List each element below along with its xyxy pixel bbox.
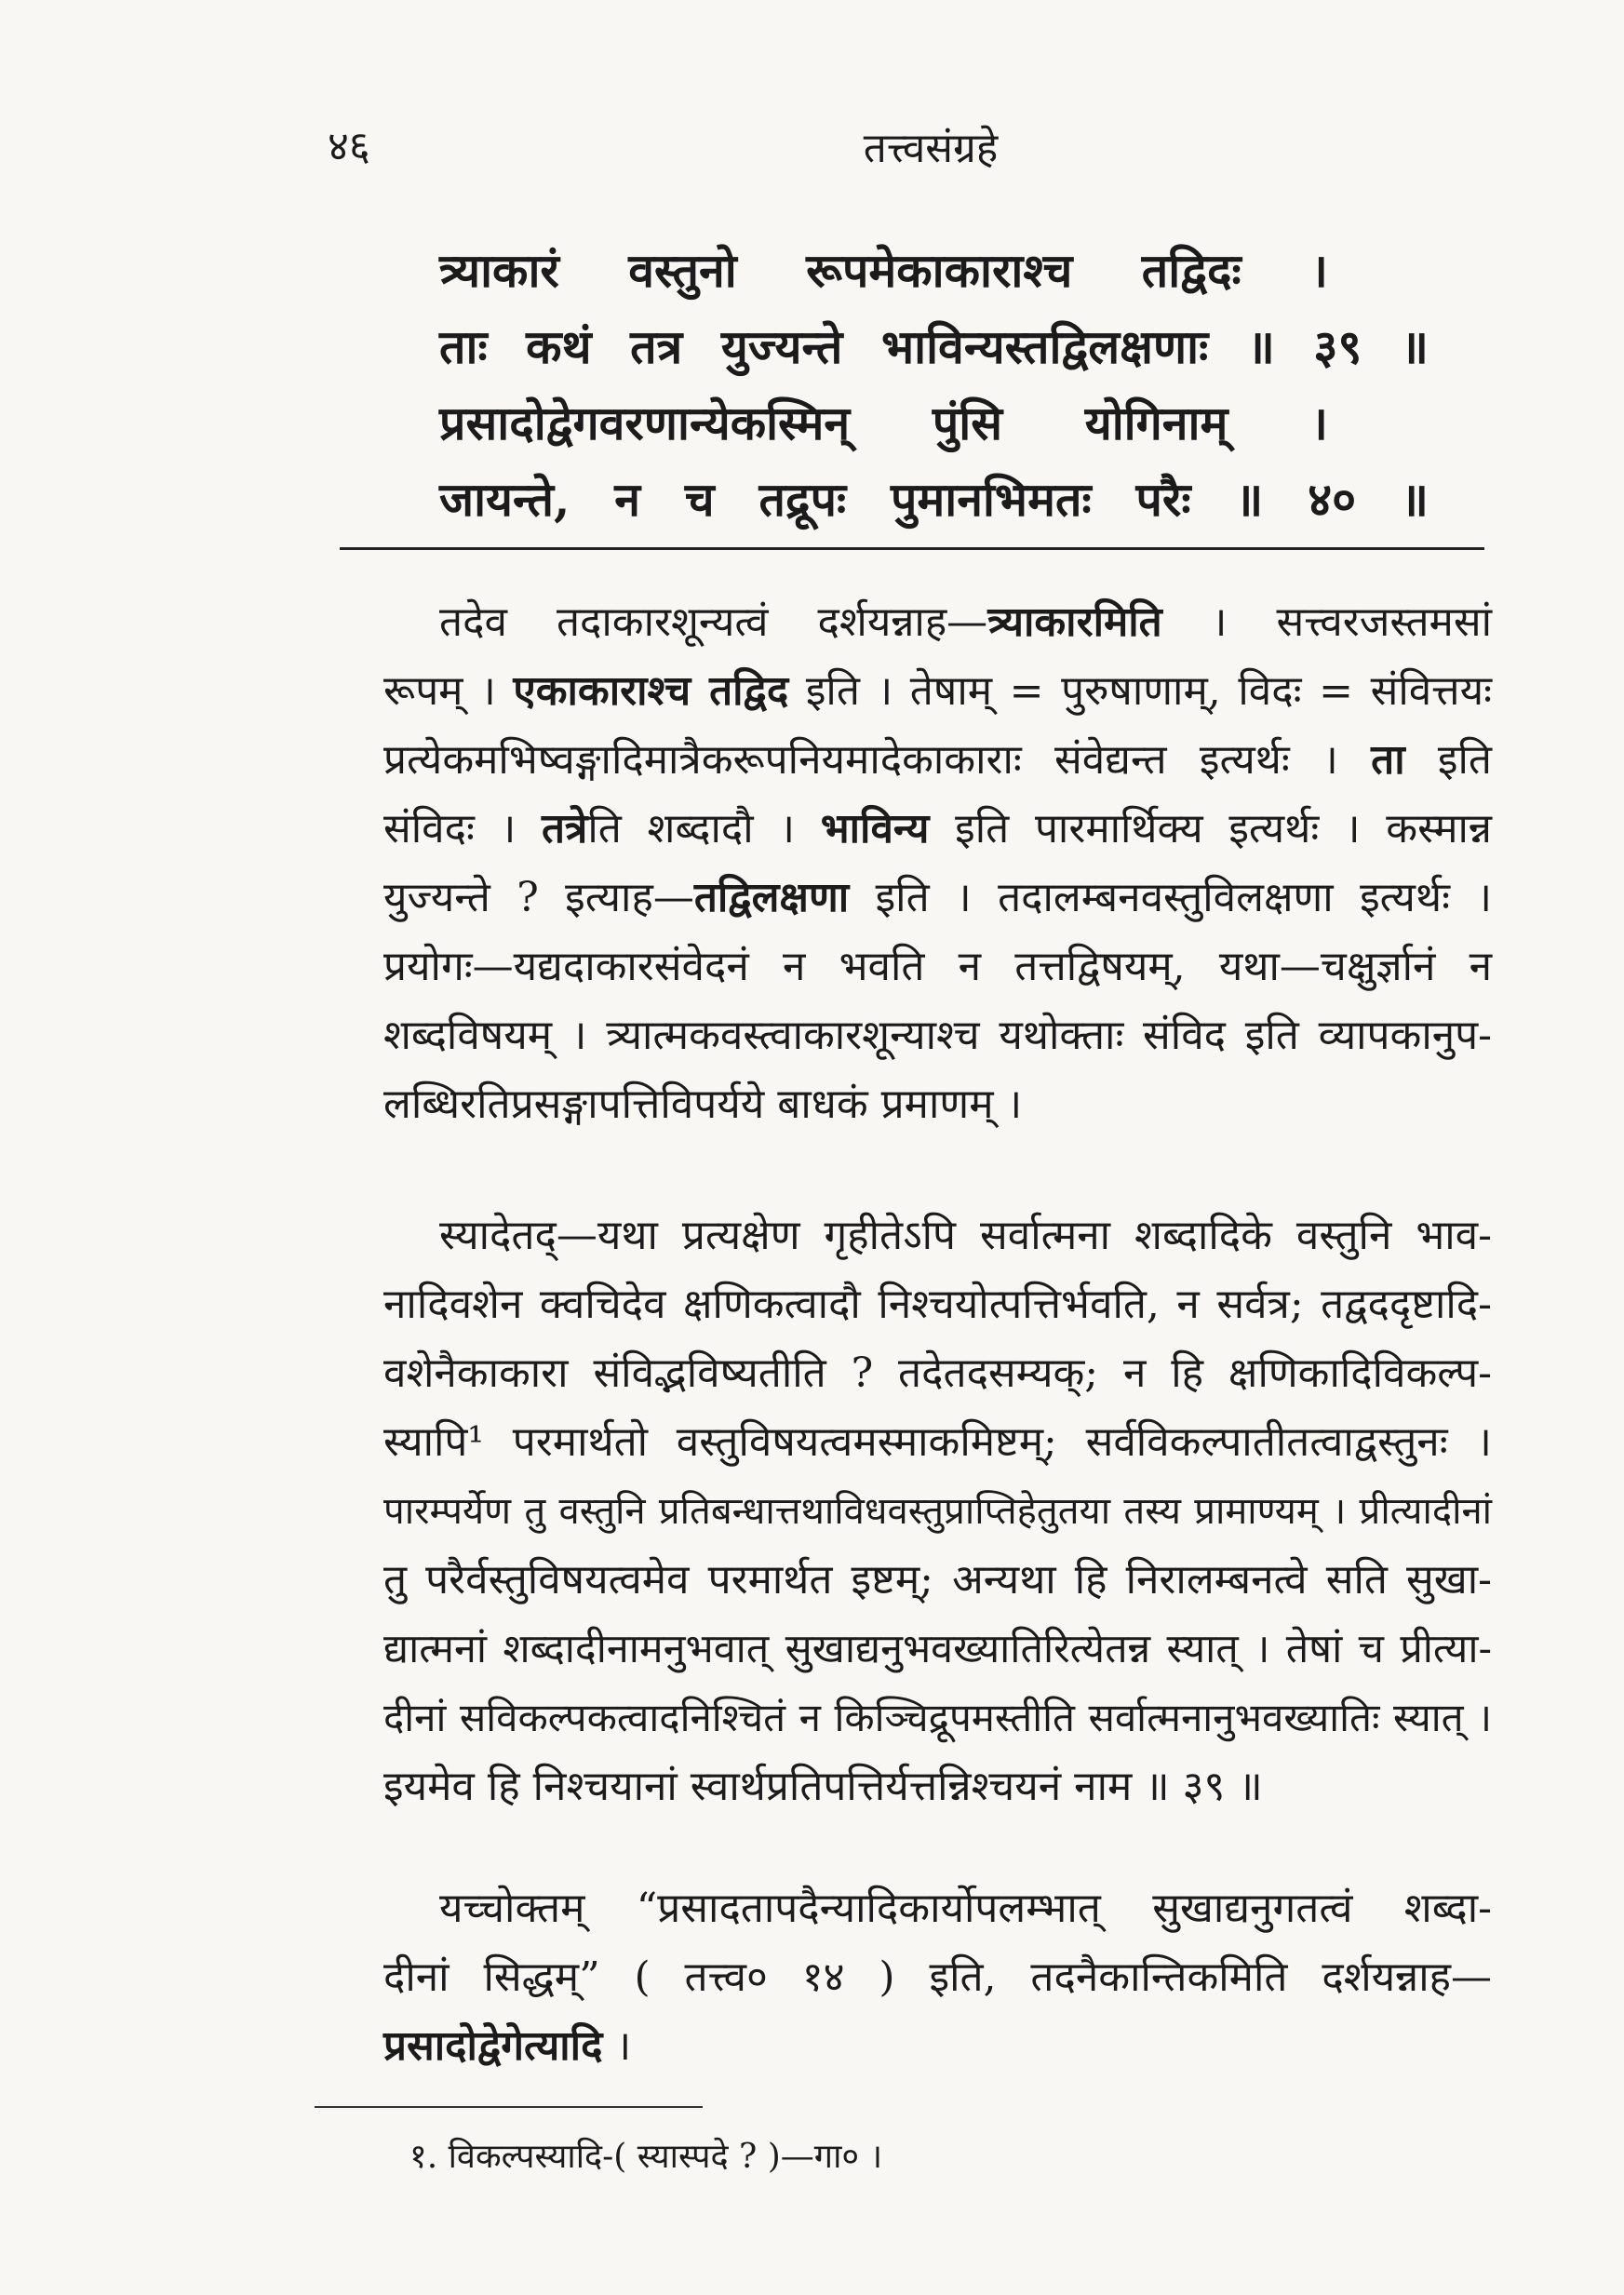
commentary-line: [383, 1615, 1492, 1684]
text-segment: रूपम् ।: [383, 667, 514, 715]
text-segment: द्यात्मनां शब्दादीनामनुभवात् सुखाद्यनुभवख्यातिरित्येतन्न स्यात् । तेषां च प्रीत्या-: [383, 1626, 1492, 1672]
commentary-line: [383, 933, 1492, 1001]
commentary-line: [383, 657, 1492, 726]
text-segment: पारम्पर्येण तु वस्तुनि प्रतिबन्धात्तथाविधवस्तुप्राप्तिहेतुतया तस्य प्रामाण्यम् । प्रीत्यादीनां: [383, 1490, 1492, 1533]
text-segment: स्यादेतद्—यथा प्रत्यक्षेण गृहीतेऽपि सर्वात्मना शब्दादिके वस्तुनि भाव-: [439, 1212, 1492, 1259]
footnote-separator-rule: [315, 2106, 703, 2108]
verse-line: जायन्ते, न च तद्रूपः पुमानभिमतः परैः ॥ ४० ॥: [439, 472, 1429, 527]
commentary-line: [383, 1752, 1492, 1821]
bold-lemma: ता: [1371, 736, 1405, 784]
text-segment: स्यापि¹ परमार्थतो वस्तुविषयत्वमस्माकमिष्टम्; सर्वविकल्पातीतत्वाद्वस्तुनः ।: [383, 1418, 1492, 1466]
commentary-line: [383, 1874, 1492, 1943]
commentary-line: [383, 1339, 1492, 1408]
commentary-paragraph: [383, 588, 1492, 1139]
commentary-line: [383, 2012, 1492, 2081]
text-segment: शब्दविषयम् । त्र्यात्मकवस्त्वाकारशून्याश्च यथोक्ताः संविद इति व्यापकानुप-: [383, 1012, 1492, 1059]
text-segment: इति । तदालम्बनवस्तुविलक्षणा इत्यर्थः ।: [849, 874, 1493, 921]
commentary-paragraph: [383, 1874, 1492, 2081]
text-segment: प्रयोगः—यद्यदाकारसंवेदनं न भवति न तत्तद्विषयम्, यथा—चक्षुर्ज्ञानं न: [383, 943, 1492, 990]
commentary-line: [383, 1546, 1492, 1615]
verse-block: [439, 233, 1429, 538]
text-segment: नादिवशेन क्वचिदेव क्षणिकत्वादौ निश्चयोत्पत्तिर्भवति, न सर्वत्र; तद्वददृष्टादि-: [383, 1281, 1492, 1328]
bold-lemma: प्रसादोद्वेगेत्यादि: [383, 2022, 603, 2070]
text-segment: । सत्त्वरजस्तमसां: [1161, 598, 1492, 646]
verse-line: ताः कथं तत्र युज्यन्ते भाविन्यस्तद्विलक्षणाः ॥ ३९ ॥: [439, 319, 1429, 374]
commentary-line: [383, 1943, 1492, 2012]
commentary-line: [383, 726, 1492, 795]
commentary-line: [383, 1408, 1492, 1477]
commentary-line: [383, 1001, 1492, 1070]
text-segment: तु परैर्वस्तुविषयत्वमेव परमार्थत इष्टम्; अन्यथा हि निरालम्बनत्वे सति सुखा-: [383, 1556, 1492, 1604]
commentary-line: [383, 1684, 1492, 1752]
text-segment: संविदः ।: [383, 805, 542, 852]
verse-line: त्र्याकारं वस्तुनो रूपमेकाकाराश्च तद्विदः ।: [439, 243, 1328, 298]
text-segment: लब्धिरतिप्रसङ्गापत्तिविपर्यये बाधकं प्रमाणम् ।: [383, 1080, 1023, 1128]
bold-lemma: तत्रे: [541, 805, 588, 852]
bold-lemma: एकाकाराश्च तद्विद: [513, 667, 789, 715]
text-segment: इयमेव हि निश्चयानां स्वार्थप्रतिपत्तिर्यत्तन्निश्चयनं नाम ॥ ३९ ॥: [383, 1763, 1263, 1810]
text-segment: इति पारमार्थिक्य इत्यर्थः । कस्मान्न: [929, 805, 1493, 852]
text-segment: ति शब्दादौ ।: [587, 805, 821, 852]
commentary-line: [383, 588, 1492, 657]
bold-lemma: त्र्याकारमिति: [987, 598, 1162, 646]
commentary-line: [383, 795, 1492, 864]
text-segment: दीनां सिद्धम्” ( तत्त्व० १४ ) इति, तदनैकान्तिकमिति दर्शयन्नाह—: [383, 1953, 1492, 2001]
commentary-line: [383, 1201, 1492, 1270]
bold-lemma: भाविन्य: [820, 805, 930, 852]
text-segment: ।: [602, 2022, 632, 2070]
text-segment: दीनां सविकल्पकत्वादनिश्चितं न किञ्चिद्रूपमस्तीति सर्वात्मनानुभवख्यातिः स्यात् ।: [383, 1695, 1492, 1740]
text-segment: यच्चोक्तम् “प्रसादतापदैन्यादिकार्योपलम्भात् सुखाद्यनुगतत्वं शब्दा-: [439, 1885, 1492, 1932]
verse-separator-rule: [340, 547, 1484, 550]
text-segment: इति । तेषाम् = पुरुषाणाम्, विदः = संवित्तयः: [788, 667, 1492, 715]
bold-lemma: तद्विलक्षणा: [693, 874, 850, 921]
text-segment: तदेव तदाकारशून्यत्वं दर्शयन्नाह—: [439, 598, 988, 646]
text-segment: युज्यन्ते ? इत्याह—: [383, 874, 694, 921]
page-number: ४६: [328, 123, 370, 170]
commentary-line: [383, 864, 1492, 933]
running-title: तत्त्वसंग्रहे: [863, 125, 999, 172]
text-segment: वशेनैकाकारा संविद्भविष्यतीति ? तदेतदसम्यक्; न हि क्षणिकादिविकल्प-: [383, 1349, 1492, 1397]
footnote: १. विकल्पस्यादि-( स्यास्पदे ? )—गा० ।: [409, 2138, 883, 2176]
commentary-line: [383, 1270, 1492, 1339]
verse-line: प्रसादोद्वेगवरणान्येकस्मिन् पुंसि योगिनाम् ।: [439, 396, 1328, 450]
commentary-line: [383, 1070, 1492, 1139]
text-segment: प्रत्येकमभिष्वङ्गादिमात्रैकरूपनियमादेकाकाराः संवेद्यन्त इत्यर्थः ।: [383, 736, 1372, 784]
text-segment: इति: [1404, 736, 1492, 784]
commentary-line: [383, 1477, 1492, 1546]
commentary-paragraph: [383, 1201, 1492, 1821]
